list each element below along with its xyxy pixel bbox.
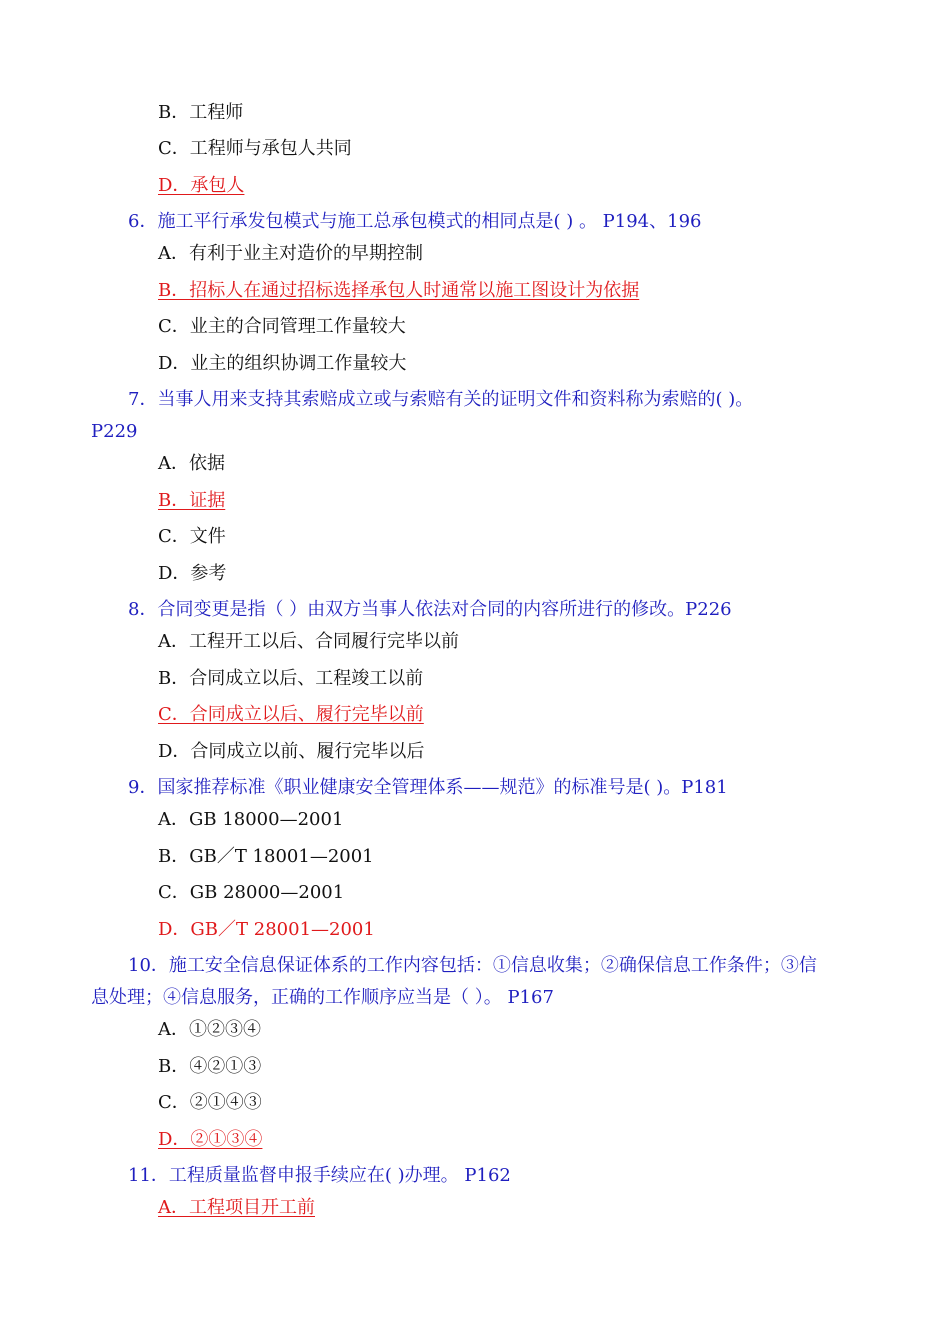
q9-option-d-answer: D．GB／T 28001—2001 [158, 919, 375, 940]
question-8: 8．合同变更是指（ ）由双方当事人依法对合同的内容所进行的修改。P226 [128, 599, 732, 620]
q8-option-c-answer: C．合同成立以后、履行完毕以前 [158, 704, 424, 725]
q9-option-b: B．GB／T 18001—2001 [158, 846, 374, 867]
q6-option-d: D．业主的组织协调工作量较大 [158, 353, 407, 374]
question-6: 6．施工平行承发包模式与施工总承包模式的相同点是( ) 。 P194、196 [128, 211, 702, 232]
question-10-line-1: 10．施工安全信息保证体系的工作内容包括：①信息收集；②确保信息工作条件；③信 [128, 955, 817, 976]
question-11: 11．工程质量监督申报手续应在( )办理。 P162 [128, 1165, 511, 1186]
q10-option-d-answer: D．②①③④ [158, 1129, 263, 1150]
q10-option-b: B．④②①③ [158, 1056, 262, 1077]
q6-option-a: A．有利于业主对造价的早期控制 [158, 243, 423, 264]
q10-option-a: A．①②③④ [158, 1019, 261, 1040]
q10-option-c: C．②①④③ [158, 1092, 262, 1113]
q8-option-a: A．工程开工以后、合同履行完毕以前 [158, 631, 459, 652]
q7-option-d: D．参考 [158, 563, 227, 584]
question-10-line-2: 息处理；④信息服务，正确的工作顺序应当是（ ）。 P167 [91, 987, 554, 1008]
q7-option-b-answer: B．证据 [158, 490, 226, 511]
question-7-line-1: 7．当事人用来支持其索赔成立或与索赔有关的证明文件和资料称为索赔的( )。 [128, 389, 754, 410]
q9-option-a: A．GB 18000—2001 [158, 809, 344, 830]
q8-option-b: B．合同成立以后、工程竣工以前 [158, 668, 424, 689]
q7-option-a: A．依据 [158, 453, 225, 474]
q5-option-b: B．工程师 [158, 102, 244, 123]
q7-option-c: C．文件 [158, 526, 226, 547]
q5-option-d-answer: D．承包人 [158, 175, 245, 196]
question-7-line-2: P229 [91, 421, 138, 442]
question-9: 9．国家推荐标准《职业健康安全管理体系——规范》的标准号是( )。P181 [128, 777, 728, 798]
q8-option-d: D．合同成立以前、履行完毕以后 [158, 741, 425, 762]
q11-option-a-answer: A．工程项目开工前 [158, 1197, 315, 1218]
q6-option-b-answer: B．招标人在通过招标选择承包人时通常以施工图设计为依据 [158, 280, 640, 301]
q9-option-c: C．GB 28000—2001 [158, 882, 345, 903]
q5-option-c: C．工程师与承包人共同 [158, 138, 352, 159]
q6-option-c: C．业主的合同管理工作量较大 [158, 316, 406, 337]
